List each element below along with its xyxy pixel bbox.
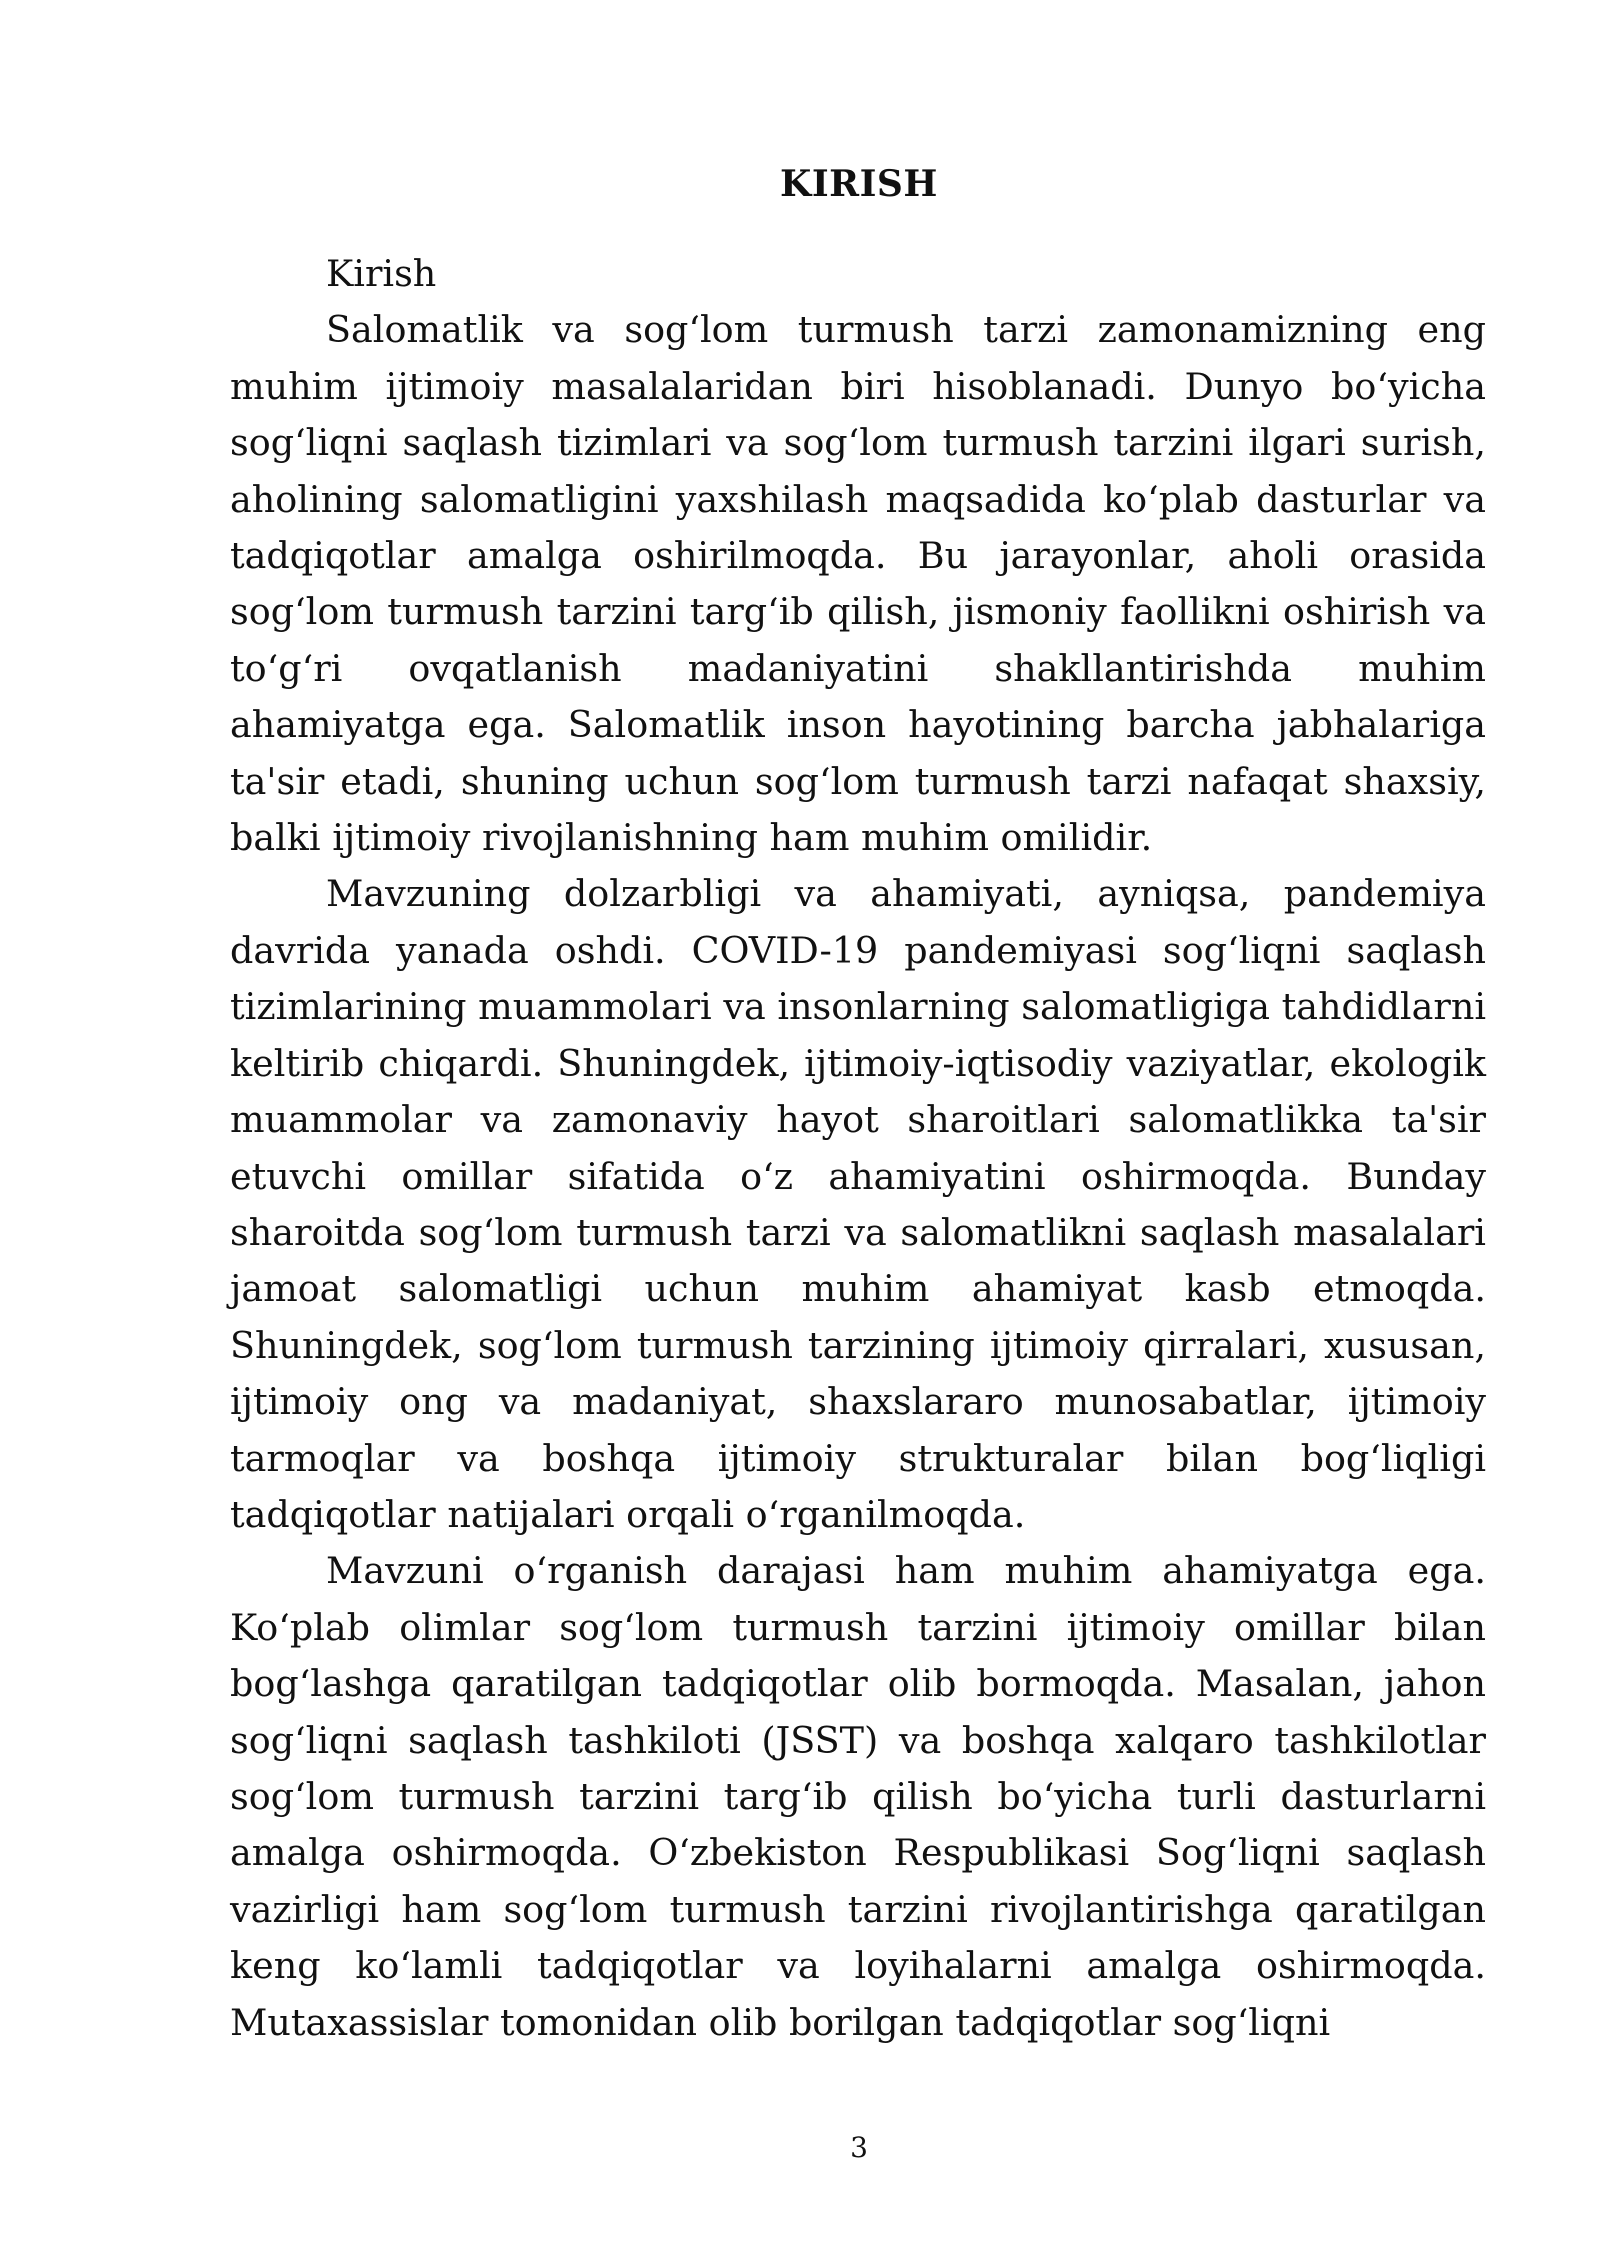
page-number: 3 [850,2131,868,2164]
paragraph-subheading: Kirish [326,252,437,295]
paragraph-study-level: Mavzuni o‘rganish darajasi ham muhim ahamiyatga ega. Ko‘plab olimlar sog‘lom turmush tarzini ijtimoiy omillar bilan bog‘lashga qaratilgan tadqiqotlar olib bormoqda. Masalan, jahon sog‘liqni saqlash tashkiloti (JSST) va boshqa xalqaro tashkilotlar sog‘lom turmush tarzini targ‘ib qilish bo‘yicha turli dasturlarni amalga oshirmoqda. O‘zbekiston Respublikasi Sog‘liqni saqlash vazirligi ham sog‘lom turmush tarzini rivojlantirishga qaratilgan keng ko‘lamli tadqiqotlar va loyihalarni amalga oshirmoqda. Mutaxassislar tomonidan olib borilgan tadqiqotlar sog‘liqni [230,1549,1486,2044]
paragraph-relevance: Mavzuning dolzarbligi va ahamiyati, ayniqsa, pandemiya davrida yanada oshdi. COVID-19 pandemiyasi sog‘liqni saqlash tizimlarining muammolari va insonlarning salomatligiga tahdidlarni keltirib chiqardi. Shuningdek, ijtimoiy-iqtisodiy vaziyatlar, ekologik muammolar va zamonaviy hayot sharoitlari salomatlikka ta'sir etuvchi omillar sifatida o‘z ahamiyatini oshirmoqda. Bunday sharoitda sog‘lom turmush tarzi va salomatlikni saqlash masalalari jamoat salomatligi uchun muhim ahamiyat kasb etmoqda. Shuningdek, sog‘lom turmush tarzining ijtimoiy qirralari, xususan, ijtimoiy ong va madaniyat, shaxslararo munosabatlar, ijtimoiy tarmoqlar va boshqa ijtimoiy strukturalar bilan bog‘liqligi tadqiqotlar natijalari orqali o‘rganilmoqda. [230,872,1486,1536]
page-title: KIRISH [780,163,938,205]
paragraph-intro: Salomatlik va sog‘lom turmush tarzi zamonamizning eng muhim ijtimoiy masalalaridan biri hisoblanadi. Dunyo bo‘yicha sog‘liqni saqlash tizimlari va sog‘lom turmush tarzini ilgari surish, aholining salomatligini yaxshilash maqsadida ko‘plab dasturlar va tadqiqotlar amalga oshirilmoqda. Bu jarayonlar, aholi orasida sog‘lom turmush tarzini targ‘ib qilish, jismoniy faollikni oshirish va to‘g‘ri ovqatlanish madaniyatini shakllantirishda muhim ahamiyatga ega. Salomatlik inson hayotining barcha jabhalariga ta'sir etadi, shuning uchun sog‘lom turmush tarzi nafaqat shaxsiy, balki ijtimoiy rivojlanishning ham muhim omilidir. [230,308,1486,860]
document-body [230,246,1486,2051]
